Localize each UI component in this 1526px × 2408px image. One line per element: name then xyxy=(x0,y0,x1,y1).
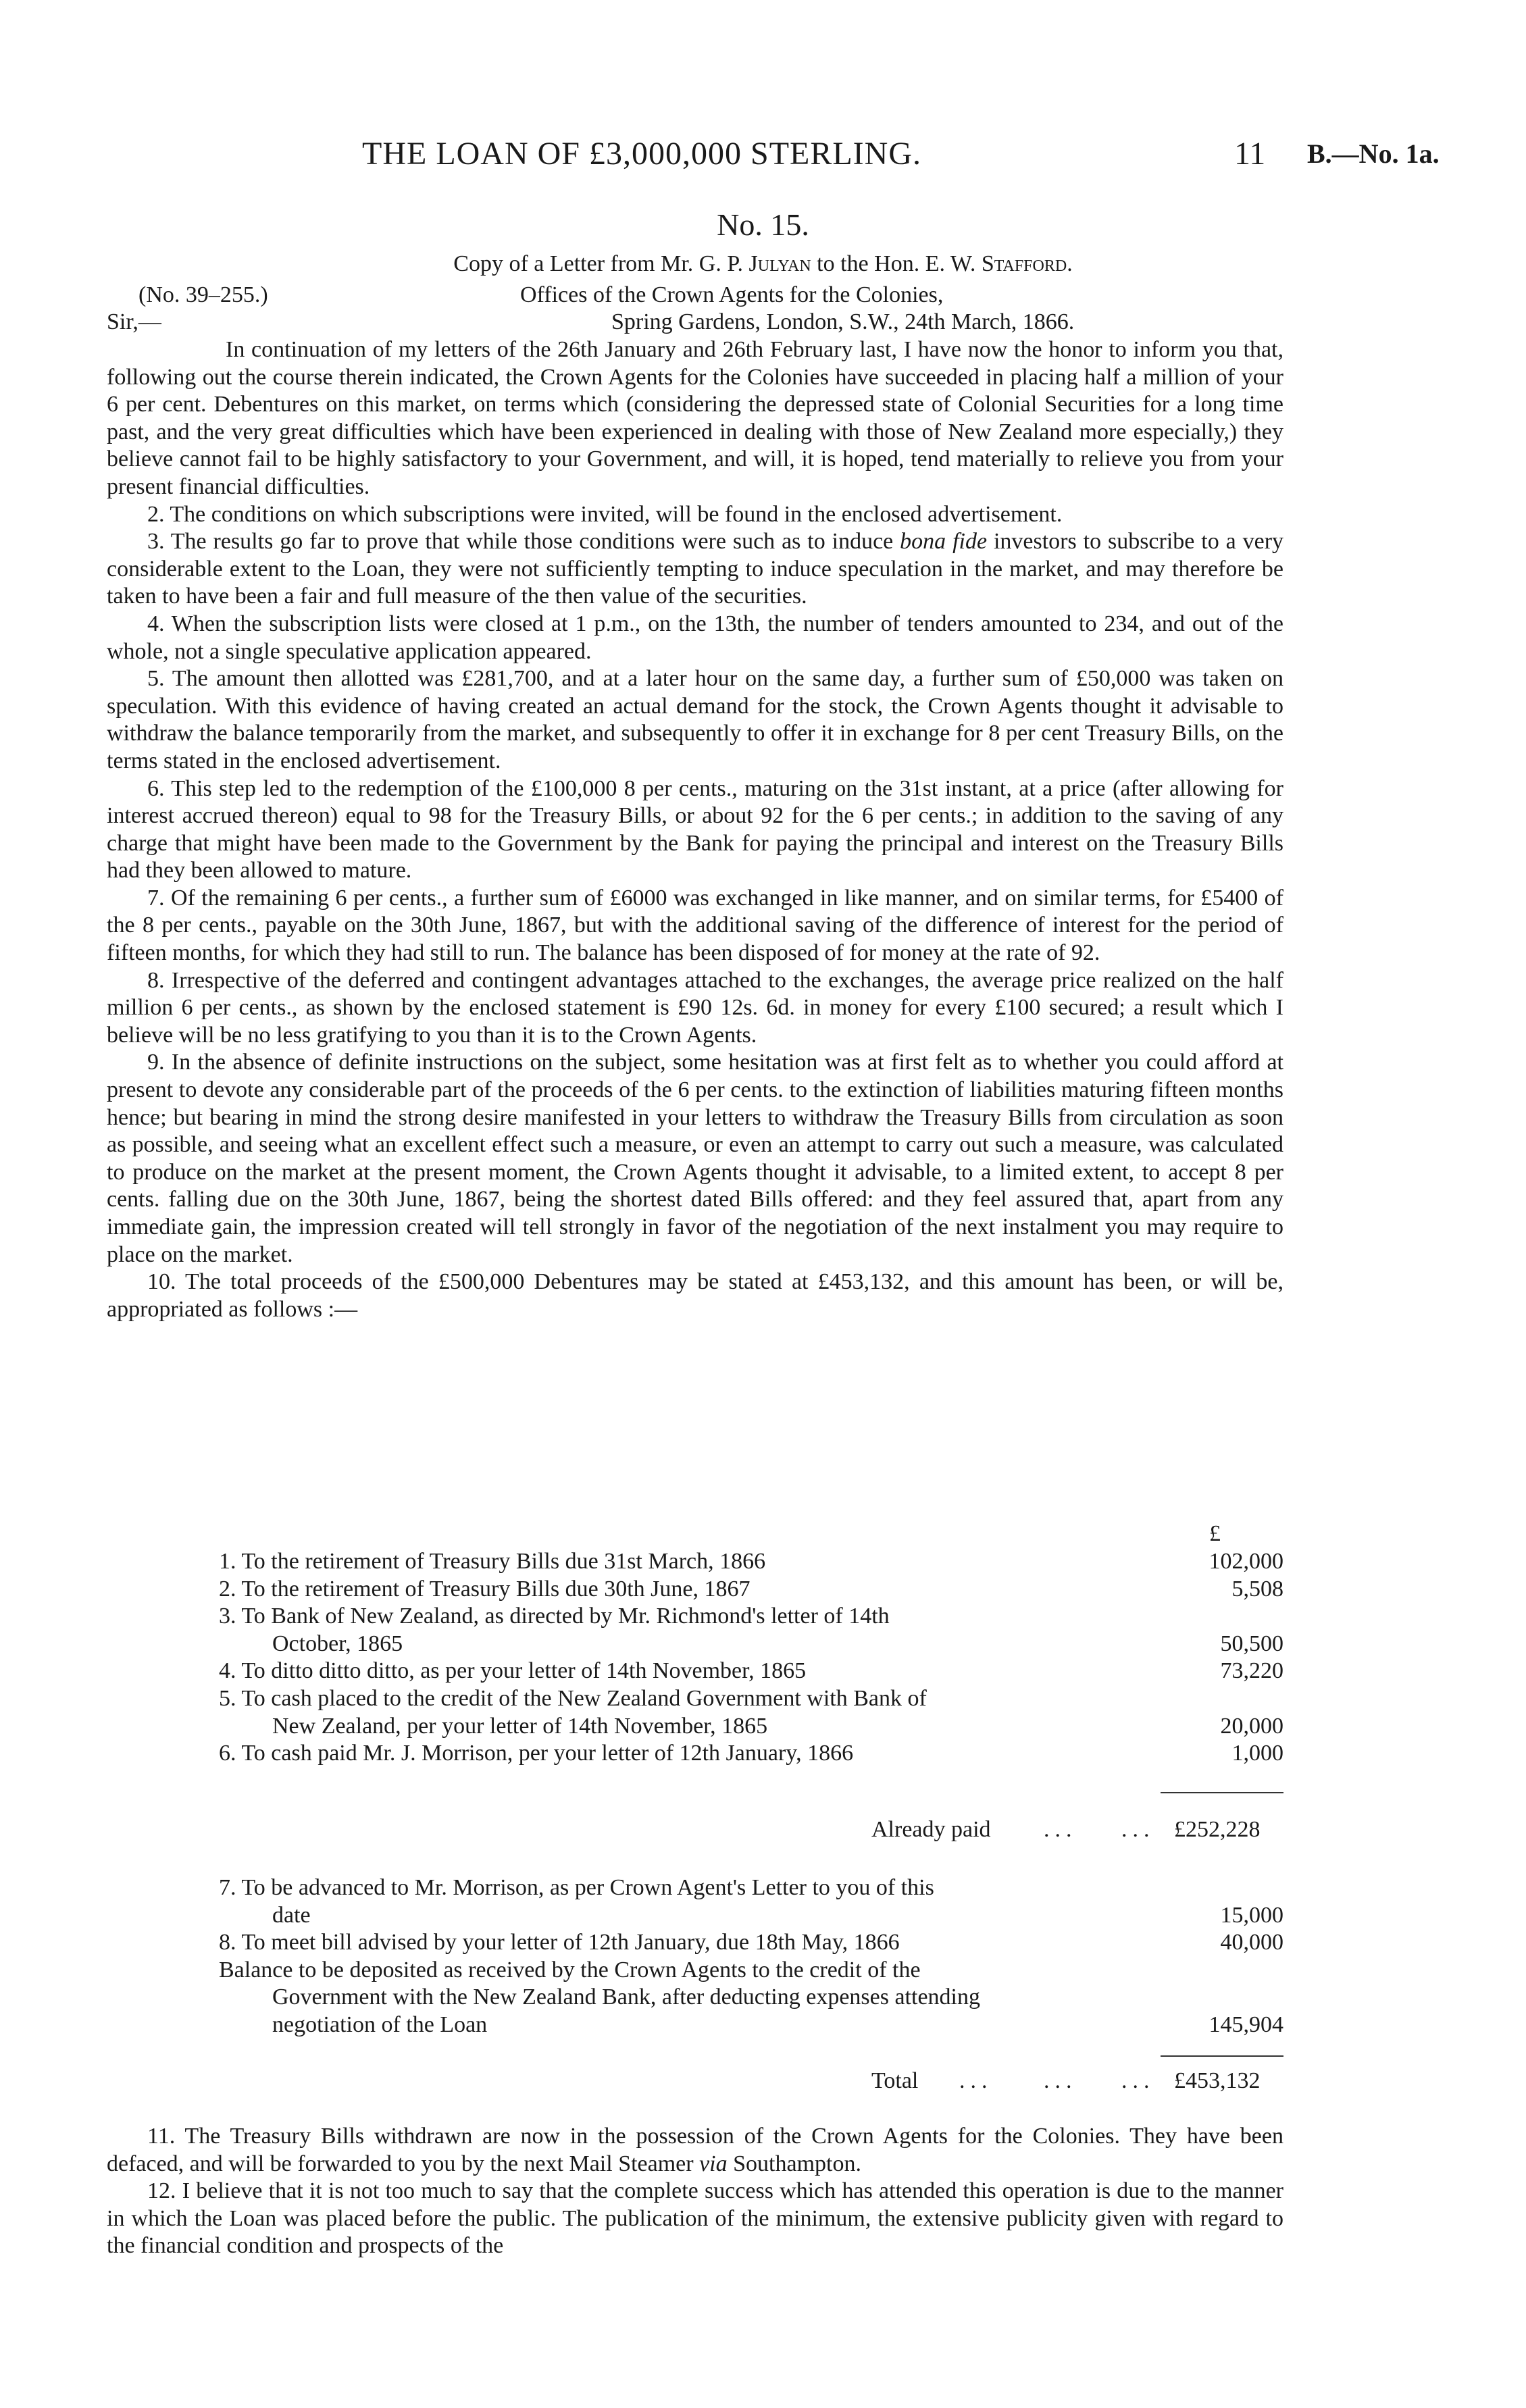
row-amount: 15,000 xyxy=(1220,1902,1283,1928)
paragraph-7: 7. Of the remaining 6 per cents., a further sum of £6000 was exchanged in like manner, and on similar terms, for £5400 of the 8 per cents., payable on the 30th June, 1867, but with the additional saving of the difference of interest for the period of fifteen months, for which they had still to run. The balance has been disposed of for money at the rate of 92. xyxy=(107,885,1283,966)
paragraph-3 xyxy=(107,528,1283,611)
salutation: Sir,— xyxy=(107,309,161,334)
letter-ref-no: (No. 39–255.) xyxy=(138,282,268,307)
table-row xyxy=(107,1603,1283,1658)
row-amount: 102,000 xyxy=(1209,1549,1283,1574)
row-description-cont: October, 1865 xyxy=(272,1631,403,1656)
table-row xyxy=(107,1874,1283,1929)
row-description: 7. To be advanced to Mr. Morrison, as per Crown Agent's Letter to you of this xyxy=(219,1875,934,1900)
appropriation-table-paid xyxy=(107,1548,1283,1768)
bona-fide-italic: bona fide xyxy=(900,529,988,555)
document-reference: B.—No. 1a. xyxy=(1307,138,1440,169)
paragraph-9: 9. In the absence of definite instructions on the subject, some hesitation was at first felt as to whether you could afford at present to devote any considerable part of the proceeds of the 6 per cents. to the extinction of liabilities maturing fifteen months hence; but bearing in mind the strong desire manifested in your letters to withdraw the Treasury Bills from circulation as soon as possible, and seeing what an excellent effect such a measure, or even an attempt to carry out such a measure, was calculated to produce on the market at the present moment, the Crown Agents thought it advisable, to a limited extent, to accept 8 per cents. falling due on the 30th June, 1867, being the shortest dated Bills offered: and they feel assured that, apart from any immediate gain, the impression created will tell strongly in favor of the negotiation of the next instalment you may require to place on the market. xyxy=(107,1050,1283,1267)
letter-body-continued xyxy=(107,2123,1283,2260)
paragraph-11 xyxy=(107,2123,1283,2178)
letter-body xyxy=(107,336,1283,1323)
table-row xyxy=(107,1740,1283,1768)
page-number: 11 xyxy=(1234,136,1266,172)
row-description: 5. To cash placed to the credit of the New Zealand Government with Bank of xyxy=(219,1685,927,1711)
page-title: THE LOAN OF £3,000,000 STERLING. xyxy=(362,136,921,172)
row-description-cont2: negotiation of the Loan xyxy=(272,2012,488,2037)
row-description-cont: New Zealand, per your letter of 14th November, 1865 xyxy=(272,1713,768,1739)
total-label: Total xyxy=(871,2068,919,2093)
paragraph-2: 2. The conditions on which subscriptions were invited, will be found in the enclosed advertisement. xyxy=(147,501,1063,527)
letter-number: No. 15. xyxy=(717,207,809,242)
table-row xyxy=(107,1576,1283,1604)
total-leaders-2: ... xyxy=(1044,2068,1077,2093)
already-paid-leaders-2: ... xyxy=(1121,1817,1155,1842)
row-description: 4. To ditto ditto ditto, as per your letter of 14th November, 1865 xyxy=(219,1658,807,1684)
paragraph-8: 8. Irrespective of the deferred and contingent advantages attached to the exchanges, the average price realized on the half million 6 per cents., as shown by the enclosed statement is £90 12s. 6d. in money for every £100 secured; a result which I believe will be no less gratifying to you than it is to the Crown Agents. xyxy=(107,967,1283,1048)
paragraph-4: 4. When the subscription lists were closed at 1 p.m., on the 13th, the number of tenders amounted to 234, and out of the whole, not a single speculative application appeared. xyxy=(107,611,1283,664)
letter-title-suffix: . xyxy=(1067,251,1073,276)
row-amount: 40,000 xyxy=(1220,1930,1283,1955)
letter-office: Offices of the Crown Agents for the Colonies, xyxy=(520,282,944,307)
row-description: 3. To Bank of New Zealand, as directed by Mr. Richmond's letter of 14th xyxy=(219,1604,890,1629)
letter-title-prefix: Copy of a Letter from Mr. G. P. xyxy=(453,251,749,276)
total-amount: £453,132 xyxy=(1174,2068,1261,2093)
row-amount: 1,000 xyxy=(1231,1741,1283,1766)
paragraph-10: 10. The total proceeds of the £500,000 Debentures may be stated at £453,132, and this amount has been, or will be, appropriated as follows :— xyxy=(107,1269,1283,1322)
table-row xyxy=(107,1957,1283,2039)
paragraph-11-start: 11. The Treasury Bills withdrawn are now in the possession of the Crown Agents for the Colonies. They have been defaced, and will be forwarded to you by the next Mail Steamer xyxy=(107,2124,1283,2176)
paragraph-6: 6. This step led to the redemption of the £100,000 8 per cents., maturing on the 31st instant, at a price (after allowing for interest accrued thereon) equal to 98 for the Treasury Bills, or about 92 for the 6 per cents.; in addition to the saving of any charge that might have been made to the Government by the Bank for paying the principal and interest on the Treasury Bills had they been allowed to mature. xyxy=(107,775,1283,883)
letter-title xyxy=(0,251,1526,277)
row-amount: 20,000 xyxy=(1220,1713,1283,1739)
table-row xyxy=(107,1685,1283,1740)
table-row xyxy=(107,1929,1283,1957)
row-description: 1. To the retirement of Treasury Bills due 31st March, 1866 xyxy=(219,1549,766,1574)
row-description: Balance to be deposited as received by the Crown Agents to the credit of the xyxy=(219,1957,921,1982)
row-amount: 145,904 xyxy=(1209,2012,1283,2037)
page-header xyxy=(0,135,1526,176)
already-paid-label: Already paid xyxy=(871,1817,991,1842)
row-description: 2. To the retirement of Treasury Bills due 30th June, 1867 xyxy=(219,1576,751,1602)
letter-title-mid: to the Hon. E. W. xyxy=(811,251,982,276)
total-rule xyxy=(1161,2055,1283,2057)
table-row xyxy=(107,1658,1283,1685)
currency-symbol: £ xyxy=(1209,1521,1221,1546)
row-description: 8. To meet bill advised by your letter of 12th January, due 18th May, 1866 xyxy=(219,1930,900,1955)
row-description-cont: Government with the New Zealand Bank, after deducting expenses attending xyxy=(272,1984,980,2010)
paragraph-5: 5. The amount then allotted was £281,700, and at a later hour on the same day, a further sum of £50,000 was taken on speculation. With this evidence of having created an actual demand for the stock, the Crown Agents thought it advisable to withdraw the balance temporarily from the market, and subsequently to offer it in exchange for 8 per cent Treasury Bills, on the terms stated in the enclosed advertisement. xyxy=(107,666,1283,773)
paragraph-3-start: 3. The results go far to prove that while those conditions were such as to induce xyxy=(147,529,894,555)
sender-name: Julyan xyxy=(748,251,811,276)
already-paid-amount: £252,228 xyxy=(1174,1817,1261,1842)
paragraph-11-end: Southampton. xyxy=(733,2151,861,2176)
paragraph-3-end: investors to subscribe to a very considerable extent to the Loan, they were not sufficiently tempting to induce speculation in the market, and may therefore be taken to have been a fair and full measure of the then value of the securities. xyxy=(107,529,1284,609)
row-amount: 50,500 xyxy=(1220,1631,1283,1656)
row-amount: 73,220 xyxy=(1220,1658,1283,1684)
row-description: 6. To cash paid Mr. J. Morrison, per your letter of 12th January, 1866 xyxy=(219,1741,854,1766)
table-row xyxy=(107,1548,1283,1576)
paragraph-12: 12. I believe that it is not too much to say that the complete success which has attended this operation is due to the manner in which the Loan was placed before the public. The publication of the minimum, the extensive publicity given with regard to the financial condition and prospects of the xyxy=(107,2178,1283,2259)
address-date: Spring Gardens, London, S.W., 24th March, 1866. xyxy=(611,309,1075,334)
appropriation-table-future xyxy=(107,1874,1283,2039)
total-leaders: ... xyxy=(959,2068,993,2093)
recipient-name: Stafford xyxy=(981,251,1067,276)
row-description-cont: date xyxy=(272,1902,311,1928)
subtotal-rule xyxy=(1161,1792,1283,1793)
via-italic: via xyxy=(699,2151,728,2176)
paragraph-1: In continuation of my letters of the 26th January and 26th February last, I have now the honor to inform you that, following out the course therein indicated, the Crown Agents for the Colonies have succeeded in placing half a million of your 6 per cent. Debentures on this market, on terms which (considering the depressed state of Colonial Securities for a long time past, and the very great difficulties which have been experienced in dealing with those of New Zealand more especially,) they believe cannot fail to be highly satisfactory to your Government, and will, it is hoped, tend materially to relieve you from your present financial difficulties. xyxy=(107,337,1283,499)
total-leaders-3: ... xyxy=(1121,2068,1155,2093)
row-amount: 5,508 xyxy=(1231,1576,1283,1602)
already-paid-leaders: ... xyxy=(1044,1817,1077,1842)
